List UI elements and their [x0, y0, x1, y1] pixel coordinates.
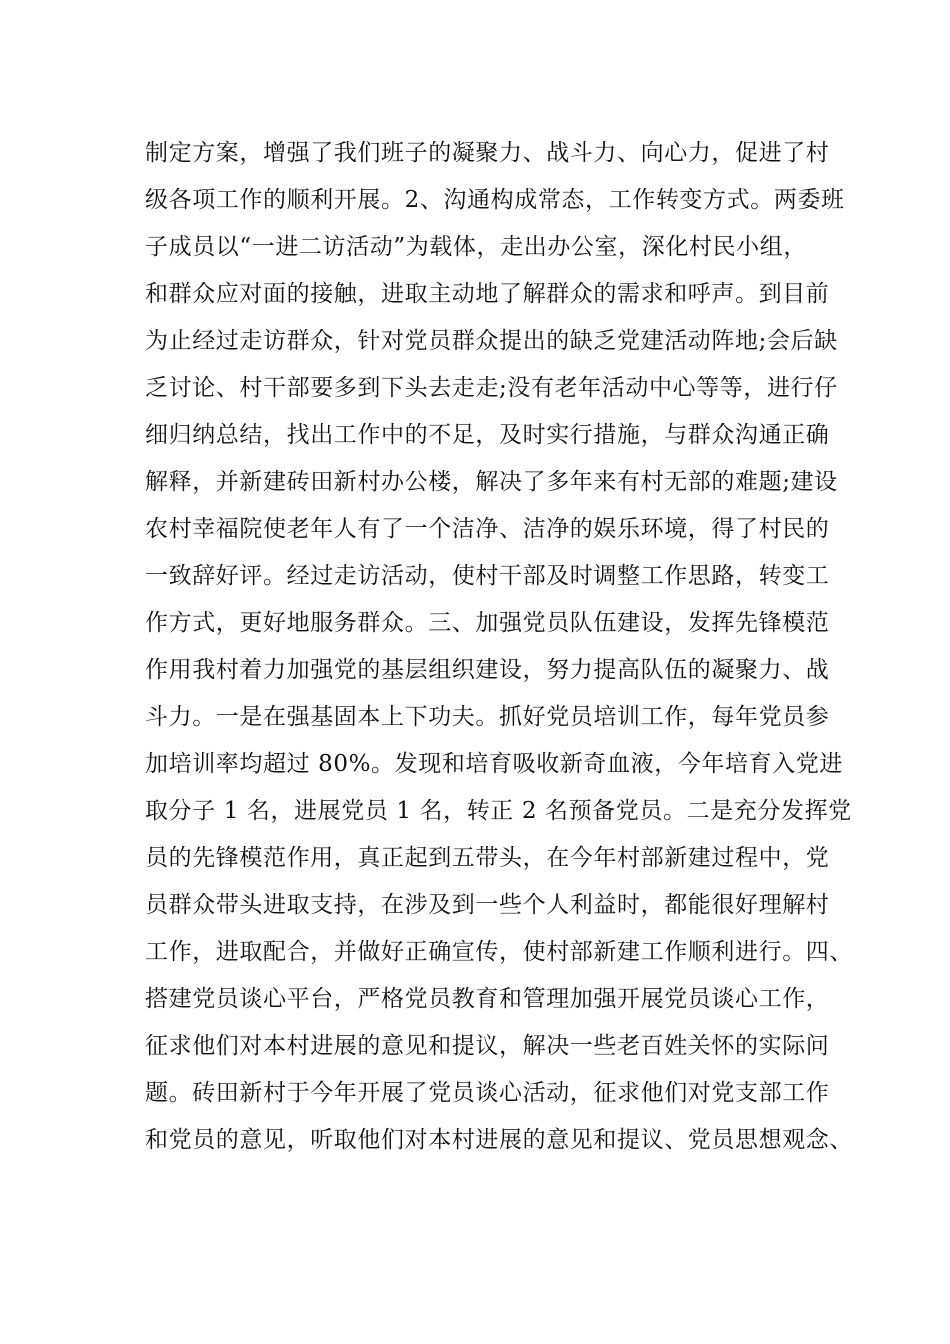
text-line: 取分子 1 名，进展党员 1 名，转正 2 名预备党员。二是充分发挥党: [145, 798, 852, 824]
text-line: 题。砖田新村于今年开展了党员谈心活动，征求他们对党支部工作: [145, 1080, 830, 1106]
text-line: 级各项工作的顺利开展。2、沟通构成常态，工作转变方式。两委班: [145, 187, 845, 213]
text-line: 作用我村着力加强党的基层组织建设，努力提高队伍的凝聚力、战: [145, 657, 830, 683]
text-line: 农村幸福院使老年人有了一个洁净、洁净的娱乐环境，得了村民的: [145, 516, 830, 542]
text-line: 乏讨论、村干部要多到下头去走走;没有老年活动中心等等，进行仔: [145, 375, 838, 401]
text-line: 搭建党员谈心平台，严格党员教育和管理加强开展党员谈心工作，: [145, 986, 830, 1012]
text-line: 细归纳总结，找出工作中的不足，及时实行措施，与群众沟通正确: [145, 422, 830, 448]
text-line: 斗力。一是在强基固本上下功夫。抓好党员培训工作，每年党员参: [145, 704, 830, 730]
text-line: 征求他们对本村进展的意见和提议，解决一些老百姓关怀的实际问: [145, 1033, 830, 1059]
text-line: 解释，并新建砖田新村办公楼，解决了多年来有村无部的难题;建设: [145, 469, 838, 495]
text-line: 加培训率均超过 80%。发现和培育吸收新奇血液，今年培育入党进: [145, 751, 844, 777]
text-line: 和群众应对面的接触，进取主动地了解群众的需求和呼声。到目前: [145, 281, 830, 307]
text-line: 制定方案，增强了我们班子的凝聚力、战斗力、向心力，促进了村: [145, 140, 830, 166]
text-line: 作方式，更好地服务群众。三、加强党员队伍建设，发挥先锋模范: [145, 610, 830, 636]
text-line: 子成员以“一进二访活动”为载体，走出办公室，深化村民小组，: [145, 234, 807, 260]
body-text: [145, 130, 853, 1164]
text-line: 一致辞好评。经过走访活动，使村干部及时调整工作思路，转变工: [145, 563, 830, 589]
text-line: 为止经过走访群众，针对党员群众提出的缺乏党建活动阵地;会后缺: [145, 328, 838, 354]
text-line: 员的先锋模范作用，真正起到五带头，在今年村部新建过程中，党: [145, 845, 830, 871]
text-line: 和党员的意见，听取他们对本村进展的意见和提议、党员思想观念、: [145, 1127, 853, 1153]
text-line: 工作，进取配合，并做好正确宣传，使村部新建工作顺利进行。四、: [145, 939, 853, 965]
text-line: 员群众带头进取支持，在涉及到一些个人利益时，都能很好理解村: [145, 892, 830, 918]
